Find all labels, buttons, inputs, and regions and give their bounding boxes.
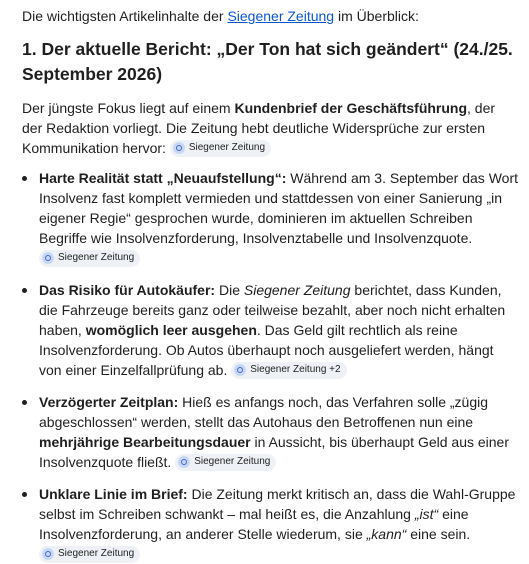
- source-link[interactable]: Siegener Zeitung: [227, 8, 335, 24]
- item-italic: „ist“: [414, 506, 439, 522]
- source-icon: [234, 364, 246, 376]
- source-chip[interactable]: [231, 362, 346, 379]
- item-bold: Das Risiko für Autokäufer:: [39, 282, 216, 298]
- lead-text-2: , der der Redaktion vorliegt. Die Zeitung hebt deutliche Widersprüche zur ersten Kommunikation hervor:: [22, 100, 496, 156]
- item-text: berichtet, dass Kunden, die Fahrzeuge bereits ganz oder teilweise bezahlt, aber noch nicht erhalten haben,: [39, 282, 506, 338]
- list-item: [22, 484, 519, 564]
- source-icon: [42, 252, 54, 264]
- intro-line: [22, 6, 519, 26]
- bullet-dot: [22, 176, 27, 181]
- intro-prefix: Die wichtigsten Artikelinhalte der: [22, 8, 224, 24]
- source-chip-label: Siegener Zeitung: [194, 456, 271, 468]
- list-item: [22, 280, 519, 380]
- lead-text-1: Der jüngste Fokus liegt auf einem: [22, 100, 231, 116]
- source-chip[interactable]: [39, 546, 140, 563]
- item-text: . Das Geld gilt rechtlich als reine Insolvenzforderung. Ob Autos überhaupt noch ausgeliefert werden, hängt von einer Einzelfallprüfung ab.: [39, 322, 494, 378]
- source-chip[interactable]: [39, 250, 140, 267]
- item-italic: Siegener Zeitung: [243, 282, 351, 298]
- item-bold: Verzögerter Zeitplan:: [39, 394, 179, 410]
- bullet-dot: [22, 492, 27, 497]
- bullet-dot: [22, 288, 27, 293]
- source-chip-label: Siegener Zeitung: [58, 548, 135, 560]
- item-bold: womöglich leer ausgehen: [85, 322, 257, 338]
- item-text: Hieß es anfangs noch, das Verfahren solle „zügig abgeschlossen“ werden, stellt das Autohaus den Betroffenen nun eine: [39, 394, 489, 430]
- bullet-list: [22, 168, 519, 564]
- source-chip-label: Siegener Zeitung: [188, 142, 266, 154]
- item-bold: mehrjährige Bearbeitungsdauer: [39, 434, 251, 450]
- item-text: Die: [215, 282, 244, 298]
- item-text: Während am 3. September das Wort Insolvenz fast komplett vermieden und stattdessen von einer Sanierung „in eigener Regie“ gesprochen wurde, dominieren im aktuellen Schreiben Begriffe wie Insolvenzforderung, Insolvenztabelle und Insolvenzquote.: [39, 170, 518, 246]
- item-text: eine Insolvenzforderung, an anderer Stelle wiederum, sie: [39, 506, 469, 542]
- source-chip[interactable]: [170, 140, 271, 157]
- bullet-dot: [22, 400, 27, 405]
- item-bold: Harte Realität statt „Neuaufstellung“:: [39, 170, 287, 186]
- source-icon: [42, 548, 54, 560]
- section-heading: 1. Der aktuelle Bericht: „Der Ton hat sich geändert“ (24./25. September 2026): [22, 39, 513, 84]
- list-item: [22, 392, 519, 472]
- source-chip[interactable]: [175, 454, 276, 471]
- item-italic: „kann“: [366, 526, 407, 542]
- item-bold: Unklare Linie im Brief:: [39, 486, 188, 502]
- list-item: [22, 168, 519, 268]
- section-lead: [22, 98, 519, 158]
- source-chip-label: Siegener Zeitung: [58, 252, 135, 264]
- item-text: eine sein.: [406, 526, 471, 542]
- lead-bold: Kundenbrief der Geschäftsführung: [234, 100, 468, 116]
- intro-suffix: im Überblick:: [337, 8, 419, 24]
- source-icon: [173, 142, 185, 154]
- source-chip-label: Siegener Zeitung +2: [250, 364, 341, 376]
- source-icon: [178, 456, 190, 468]
- item-text: in Aussicht, bis überhaupt Geld aus einer Insolvenzquote fließt.: [39, 434, 510, 470]
- item-text: Die Zeitung merkt kritisch an, dass die Wahl-Gruppe selbst im Schreiben schwankt – mal heißt es, die Anzahlung: [39, 486, 516, 522]
